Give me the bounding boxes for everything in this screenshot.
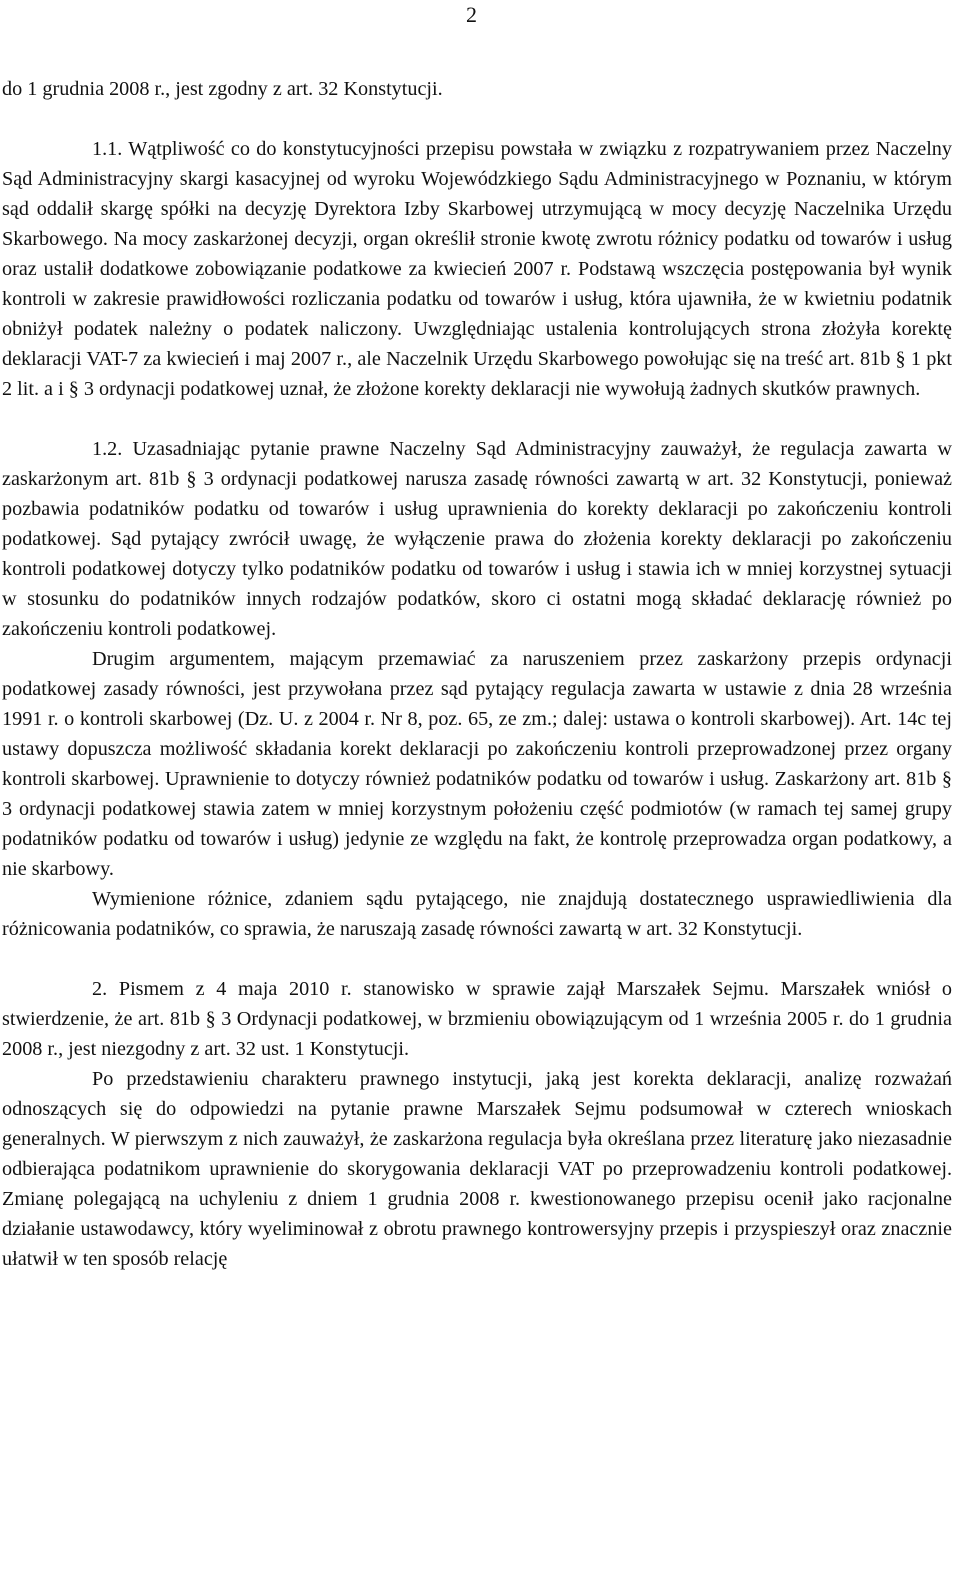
paragraph-differences: Wymienione różnice, zdaniem sądu pytającego, nie znajdują dostatecznego usprawiedliwienia dla różnicowania podatników, co sprawia, że naruszają zasadę równości zawartą w art. 32 Konstytucji. xyxy=(2,888,952,940)
paragraph-second-argument: Drugim argumentem, mającym przemawiać za naruszeniem przez zaskarżony przepis ordynacji podatkowej zasady równości, jest przywołana przez sąd pytający regulacja zawarta w ustawie z dnia 28 września 1991 r. o kontroli skarbowej (Dz. U. z 2004 r. Nr 8, poz. 65, ze zm.; dalej: ustawa o kontroli skarbowej). Art. 14c tej ustawy dopuszcza możliwość składania korekt deklaracji po zakończeniu kontroli przeprowadzonej przez organy kontroli skarbowej. Uprawnienie to dotyczy również podatników podatku od towarów i usług. Zaskarżony art. 81b § 3 ordynacji podatkowej stawia zatem w mniej korzystnym położeniu część podmiotów (w ramach tej samej grupy podatników podatku od towarów i usług) jedynie ze względu na fakt, że kontrolę przeprowadza organ podatkowy, a nie skarbowy. xyxy=(2,648,952,880)
paragraph-marshal-conclusions: Po przedstawieniu charakteru prawnego instytucji, jaką jest korekta deklaracji, analizę rozważań odnoszących się do odpowiedzi na pytanie prawne Marszałek Sejmu podsumował w czterech wnioskach generalnych. W pierwszym z nich zauważył, że zaskarżona regulacja była określana przez literaturę jako niezasadnie odbierająca podatnikom uprawnienie do skorygowania deklaracji VAT po przeprowadzeniu kontroli podatkowej. Zmianę polegającą na uchyleniu z dniem 1 grudnia 2008 r. kwestionowanego przepisu ocenił jako racjonalne działanie ustawodawcy, który wyeliminował z obrotu prawnego kontrowersyjny przepis i przyspieszył oraz znacznie ułatwił w ten sposób relację xyxy=(2,1068,952,1270)
paragraph-1-1: 1.1. Wątpliwość co do konstytucyjności przepisu powstała w związku z rozpatrywaniem przez Naczelny Sąd Administracyjny skargi kasacyjnej od wyroku Wojewódzkiego Sądu Administracyjnego w Poznaniu, w którym sąd oddalił skargę spółki na decyzję Dyrektora Izby Skarbowej utrzymującą w mocy decyzję Naczelnika Urzędu Skarbowego. Na mocy zaskarżonej decyzji, organ określił stronie kwotę zwrotu różnicy podatku od towarów i usług oraz ustalił dodatkowe zobowiązanie podatkowe za kwiecień 2007 r. Podstawą wszczęcia postępowania był wynik kontroli w zakresie prawidłowości rozliczania podatku od towarów i usług, która ujawniła, że w kwietniu podatnik obniżył podatek należny o podatek naliczony. Uwzględniając ustalenia kontrolujących strona złożyła korektę deklaracji VAT-7 za kwiecień i maj 2007 r., ale Naczelnik Urzędu Skarbowego powołując się na treść art. 81b § 1 pkt 2 lit. a i § 3 ordynacji podatkowej uznał, że złożone korekty deklaracji nie wywołują żadnych skutków prawnych. xyxy=(2,138,952,400)
paragraph-1-2: 1.2. Uzasadniając pytanie prawne Naczelny Sąd Administracyjny zauważył, że regulacja zawarta w zaskarżonym art. 81b § 3 ordynacji podatkowej narusza zasadę równości zawartą w art. 32 Konstytucji, ponieważ pozbawia podatników podatku od towarów i usług uprawnienia do korekty deklaracji po zakończeniu kontroli podatkowej. Sąd pytający zwrócił uwagę, że wyłączenie prawa do złożenia korekty deklaracji po zakończeniu kontroli podatkowej dotyczy tylko podatników podatku od towarów i usług i stawia ich w mniej korzystnej sytuacji w stosunku do podatników innych rodzajów podatków, skoro ci ostatni mogą składać deklarację również po zakończeniu kontroli podatkowej. xyxy=(2,438,952,640)
paragraph-continuation: do 1 grudnia 2008 r., jest zgodny z art. 32 Konstytucji. xyxy=(2,78,443,100)
document-body xyxy=(2,74,952,1274)
paragraph-2: 2. Pismem z 4 maja 2010 r. stanowisko w sprawie zajął Marszałek Sejmu. Marszałek wniósł o stwierdzenie, że art. 81b § 3 Ordynacji podatkowej, w brzmieniu obowiązującym od 1 września 2005 r. do 1 grudnia 2008 r., jest niezgodny z art. 32 ust. 1 Konstytucji. xyxy=(2,978,952,1060)
page-number: 2 xyxy=(466,2,477,27)
